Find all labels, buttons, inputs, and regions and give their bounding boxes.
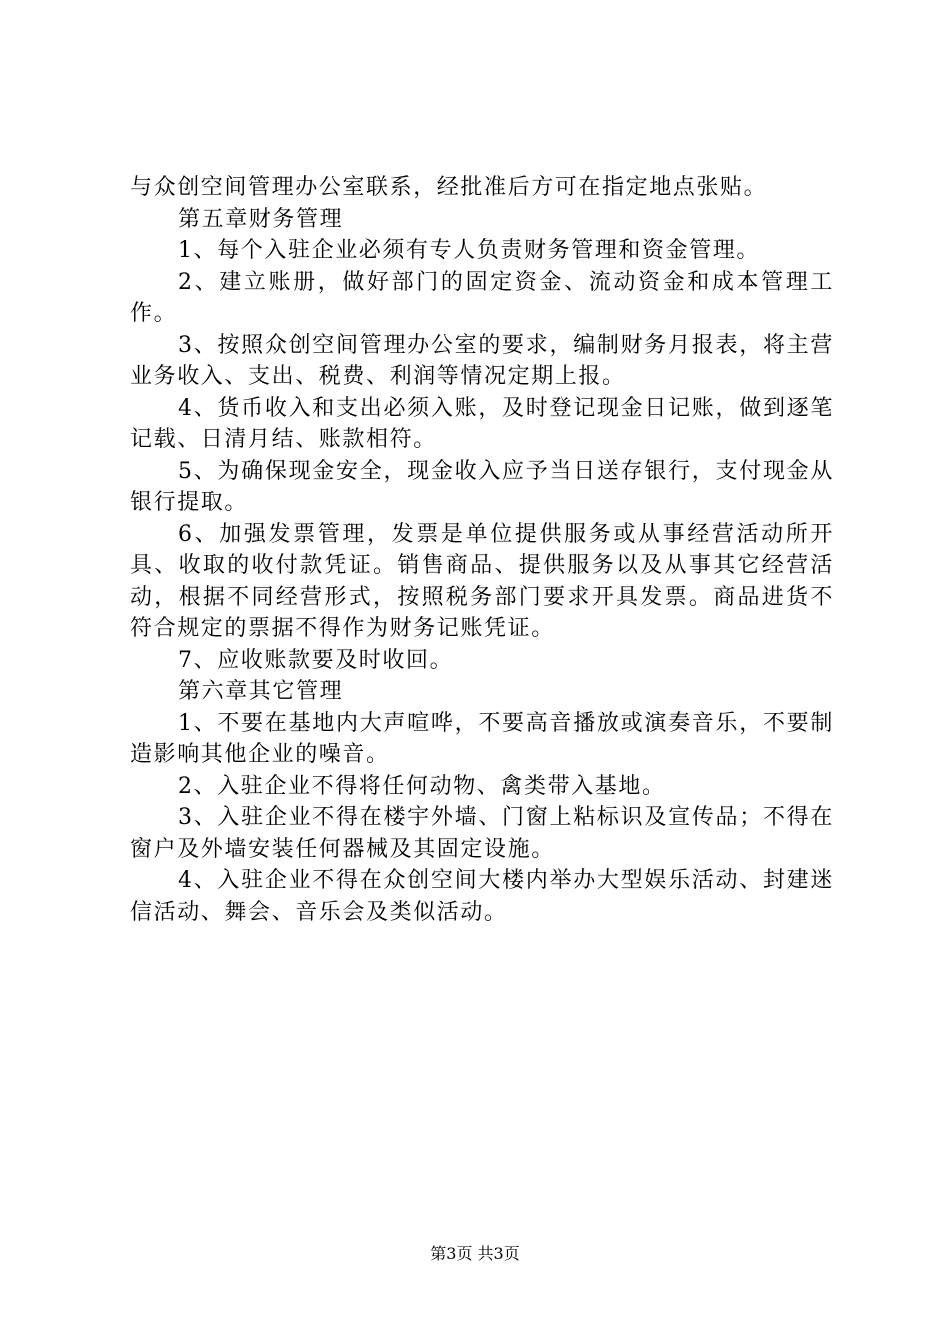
chapter-5-heading: 第五章财务管理 bbox=[178, 206, 344, 232]
paragraph-ch5-item-6: 6、加强发票管理，发票是单位提供服务或从事经营活动所开具、收取的收付款凭证。销售商品、提供服务以及从事其它经营活动，根据不同经营形式，按照税务部门要求开具发票。商品进货不符合规定的票据不得作为财务记账凭证。 bbox=[130, 521, 834, 641]
paragraph-ch6-item-2: 2、入驻企业不得将任何动物、禽类带入基地。 bbox=[178, 773, 666, 799]
paragraph-ch5-item-2: 2、建立账册，做好部门的固定资金、流动资金和成本管理工作。 bbox=[130, 269, 834, 326]
paragraph-ch6-item-1: 1、不要在基地内大声喧哗，不要高音播放或演奏音乐，不要制造影响其他企业的噪音。 bbox=[130, 710, 834, 767]
paragraph-continuation: 与众创空间管理办公室联系，经批准后方可在指定地点张贴。 bbox=[130, 175, 768, 200]
paragraph-ch5-item-4: 4、货币收入和支出必须入账，及时登记现金日记账，做到逐笔记载、日清月结、账款相符。 bbox=[130, 395, 834, 452]
paragraph-ch5-item-3: 3、按照众创空间管理办公室的要求，编制财务月报表，将主营业务收入、支出、税费、利润等情况定期上报。 bbox=[130, 332, 834, 389]
page-number-footer: 第3页 共3页 bbox=[430, 1244, 520, 1263]
paragraph-ch6-item-4: 4、入驻企业不得在众创空间大楼内举办大型娱乐活动、封建迷信活动、舞会、音乐会及类似活动。 bbox=[130, 868, 834, 925]
paragraph-ch5-item-1: 1、每个入驻企业必须有专人负责财务管理和资金管理。 bbox=[178, 238, 760, 263]
paragraph-ch5-item-7: 7、应收账款要及时收回。 bbox=[178, 647, 454, 673]
document-body bbox=[130, 172, 834, 928]
paragraph-ch6-item-3: 3、入驻企业不得在楼宇外墙、门窗上粘标识及宣传品；不得在窗户及外墙安装任何器械及其固定设施。 bbox=[130, 805, 834, 862]
paragraph-ch5-item-5: 5、为确保现金安全，现金收入应予当日送存银行，支付现金从银行提取。 bbox=[130, 458, 834, 515]
chapter-6-heading: 第六章其它管理 bbox=[178, 679, 344, 704]
